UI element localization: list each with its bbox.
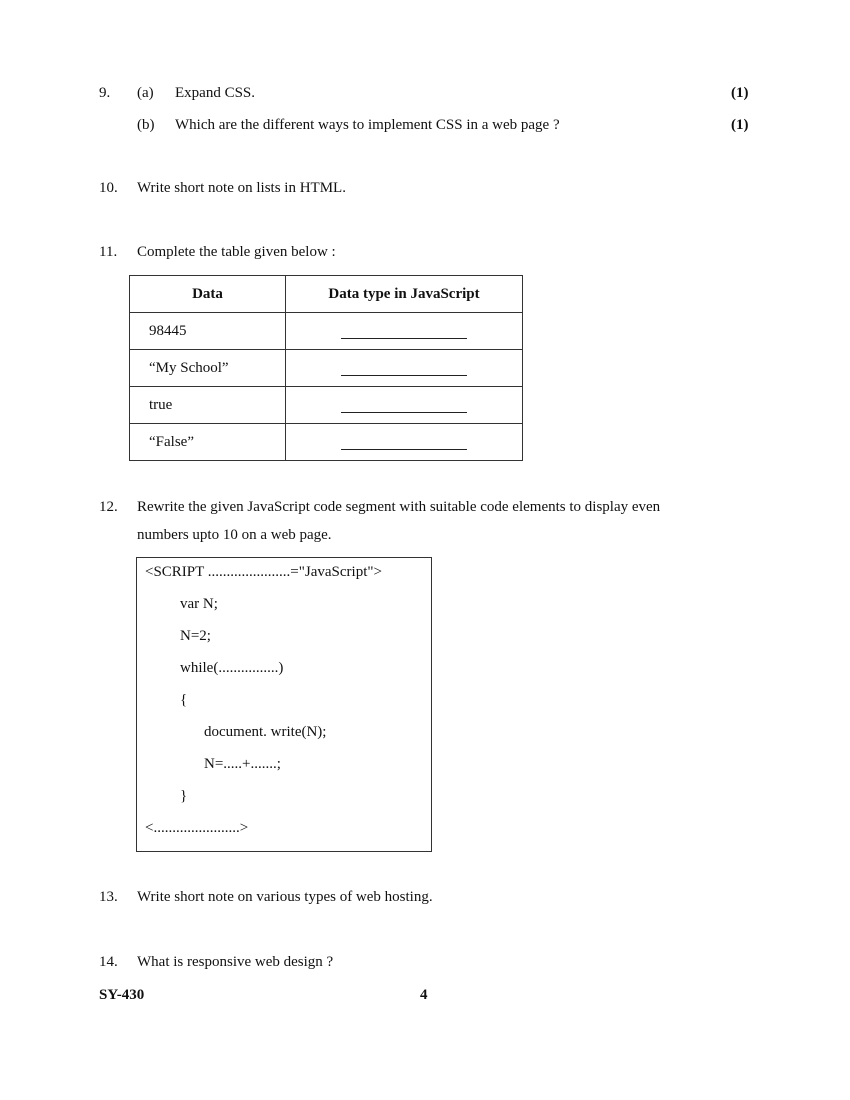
q13-text: Write short note on various types of web hosting. — [137, 889, 433, 905]
q9a-text: Expand CSS. — [175, 85, 256, 101]
table-cell-blank — [286, 387, 523, 424]
table-cell-blank — [286, 424, 523, 461]
code-line: var N; — [180, 596, 218, 612]
footer-page-number: 4 — [420, 987, 428, 1003]
table-cell-blank — [286, 350, 523, 387]
q12-number: 12. — [99, 499, 118, 515]
footer-paper-code: SY-430 — [99, 987, 145, 1003]
code-line: <SCRIPT ......................="JavaScript"> — [145, 564, 382, 580]
code-line: while(................) — [180, 660, 284, 676]
code-line: { — [180, 692, 188, 708]
q9a-label: (a) — [137, 85, 154, 101]
q11-number: 11. — [99, 244, 118, 260]
q12-text-line2: numbers upto 10 on a web page. — [137, 527, 332, 543]
table-row — [130, 350, 523, 387]
code-line: N=2; — [180, 628, 211, 644]
table-cell-data: “False” — [130, 424, 286, 461]
q11-text: Complete the table given below : — [137, 244, 336, 260]
answer-blank-line — [341, 361, 467, 376]
q10-number: 10. — [99, 180, 118, 196]
table-header-row — [130, 276, 523, 313]
table-cell-data: true — [130, 387, 286, 424]
datatype-table — [129, 275, 523, 461]
q9b-marks: (1) — [731, 117, 749, 133]
q10-text: Write short note on lists in HTML. — [137, 180, 346, 196]
code-line: <.......................> — [145, 820, 249, 836]
q9b-label: (b) — [137, 117, 155, 133]
q14-number: 14. — [99, 954, 118, 970]
table-cell-data: 98445 — [130, 313, 286, 350]
code-box — [136, 557, 432, 852]
q14-text: What is responsive web design ? — [137, 954, 334, 970]
q9b-text: Which are the different ways to implement CSS in a web page ? — [175, 117, 560, 133]
code-line: document. write(N); — [204, 724, 327, 740]
answer-blank-line — [341, 435, 467, 450]
code-line: } — [180, 788, 188, 804]
table-header-datatype: Data type in JavaScript — [286, 276, 523, 313]
table-row — [130, 424, 523, 461]
table-cell-data: “My School” — [130, 350, 286, 387]
table-header-data: Data — [130, 276, 286, 313]
q13-number: 13. — [99, 889, 118, 905]
table-cell-blank — [286, 313, 523, 350]
code-line: N=.....+.......; — [204, 756, 281, 772]
answer-blank-line — [341, 324, 467, 339]
table-row — [130, 387, 523, 424]
q12-text-line1: Rewrite the given JavaScript code segment with suitable code elements to display even — [137, 499, 661, 515]
q9-number: 9. — [99, 85, 111, 101]
q9a-marks: (1) — [731, 85, 749, 101]
table-row — [130, 313, 523, 350]
answer-blank-line — [341, 398, 467, 413]
